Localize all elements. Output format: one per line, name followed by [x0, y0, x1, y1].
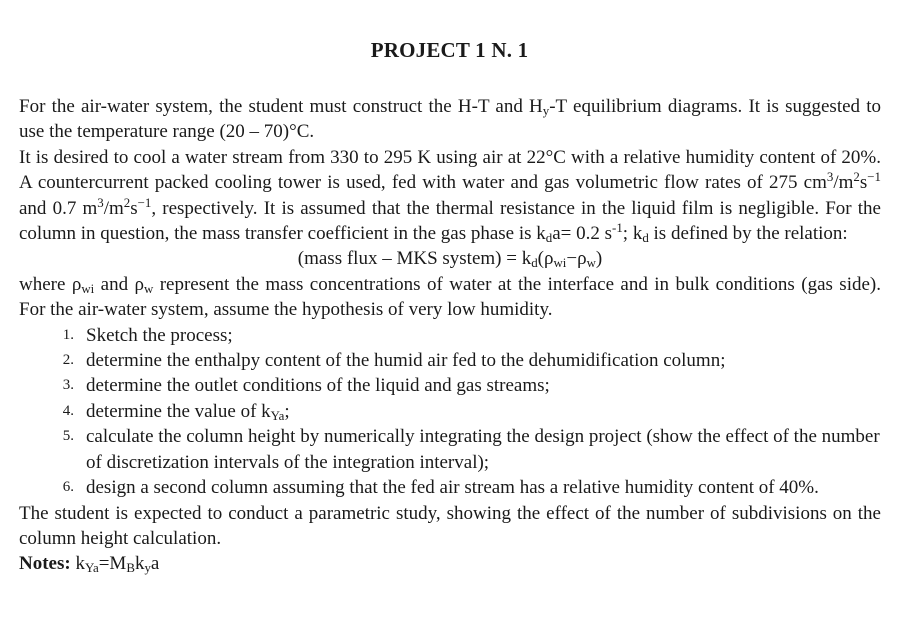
intro-paragraph: For the air-water system, the student must construct the H-T and $H_y-T$ equilibrium diagrams. It is suggested to use the temperature range (20 – 70)°C. — [19, 96, 882, 143]
list-item-number: 5. — [62, 428, 74, 445]
list-item-text: determine the enthalpy content of the humid air fed to the dehumidification column; — [86, 350, 726, 372]
notes-line: Notes: $k_{Ya}=M_Bk_ya$ — [19, 553, 160, 576]
list-item — [19, 475, 881, 500]
list-item-text: determine the outlet conditions of the liquid and gas streams; — [86, 375, 550, 397]
list-item-text: determine the value of $k_{Ya}$; — [86, 400, 290, 424]
list-item-text: Sketch the process; — [86, 324, 233, 346]
list-item-number: 1. — [62, 326, 74, 343]
problem-statement-paragraph: It is desired to cool a water stream from 330 to 295 K using air at 22°C with a relative humidity content of 20%. A countercurrent packed cooling tower is used, fed with water and gas volumetric flow rates of 275 $cm^3/m^2s^{-1}$ and 0.7 $m^3/m^2s^{-1}$, respectively. It is assumed that the thermal resistance in the liquid film is negligible. For the column in question, the mass transfer coefficient in the gas phase is $k_da= 0.2$ $s^{-1}$; $k_d$ is defined by the relation: — [19, 146, 881, 246]
list-item-text: design a second column assuming that the fed air stream has a relative humidity content of 40%. — [86, 477, 819, 499]
list-item — [19, 399, 881, 424]
task-list — [19, 323, 881, 501]
list-item-number: 3. — [62, 377, 74, 394]
list-item — [19, 373, 881, 398]
page-title: PROJECT 1 N. 1 — [370, 38, 529, 62]
list-item-number: 4. — [62, 402, 74, 419]
list-item — [19, 424, 881, 475]
parametric-study-paragraph: The student is expected to conduct a parametric study, showing the effect of the number of subdivisions on the column height calculation. — [19, 502, 881, 549]
notes-label: Notes: — [19, 553, 71, 575]
list-item-text: calculate the column height by numerically integrating the design project (show the effect of the number of discretization intervals of the integration interval); — [86, 426, 880, 473]
list-item — [19, 348, 881, 373]
document-body — [19, 94, 881, 577]
mass-flux-equation: (mass flux – MKS system) = $k_d(\rho_{wi}-\rho_w)$ — [297, 248, 603, 271]
list-item — [19, 323, 881, 348]
definition-paragraph: where $\rho_{wi}$ and $\rho_w$ represent the mass concentrations of water at the interface and in bulk conditions (gas side). For the air-water system, assume the hypothesis of very low humidity. — [19, 273, 881, 321]
list-item-number: 6. — [62, 479, 74, 496]
list-item-number: 2. — [62, 352, 74, 369]
